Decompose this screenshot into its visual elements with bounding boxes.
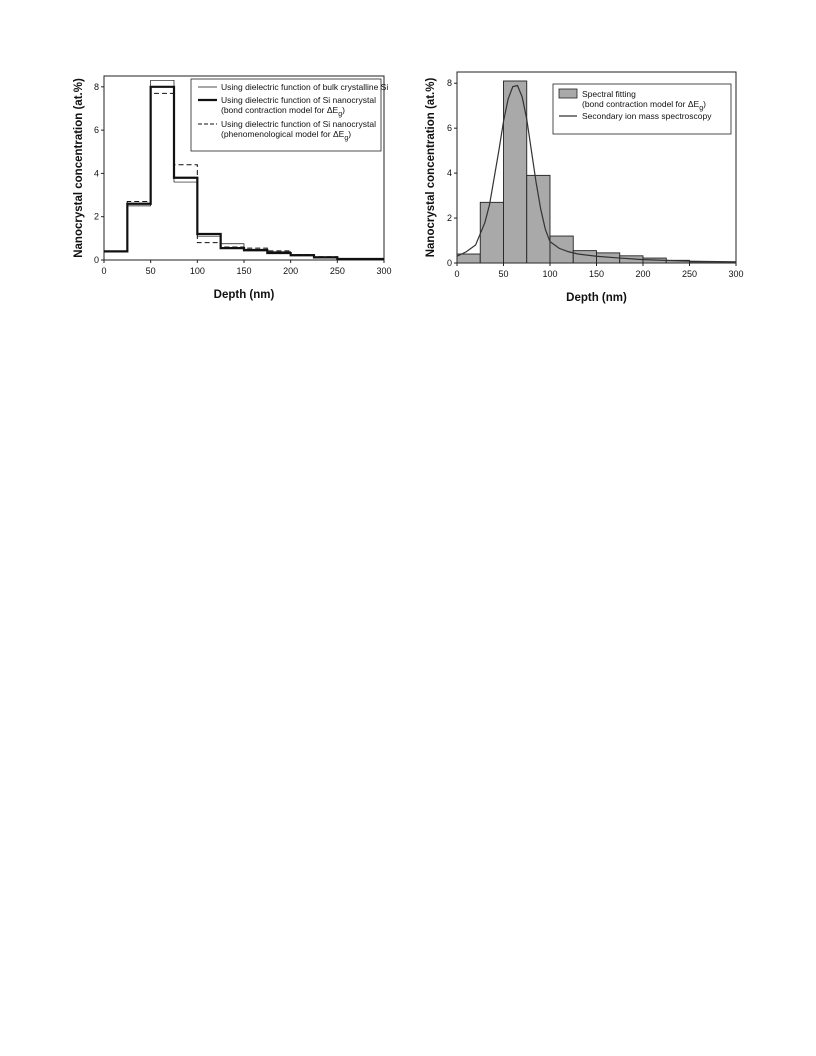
x-tick-label: 200 [635, 269, 651, 279]
x-tick-label: 300 [376, 266, 392, 276]
chart-2 [425, 72, 744, 304]
legend-entry-text: (phenomenological model for $\Delta E_g$) [221, 129, 352, 142]
y-tick-label: 6 [446, 123, 452, 134]
histogram-bar [573, 251, 596, 263]
x-tick-label: 300 [728, 269, 744, 279]
x-tick-label: 200 [283, 266, 299, 276]
legend-entry-text: Secondary ion mass spectroscopy [582, 111, 712, 121]
y-tick-label: 6 [93, 125, 99, 136]
histogram-bar [457, 254, 480, 263]
histogram-bar [480, 202, 503, 263]
legend-entry-text: Spectral fitting [582, 89, 636, 99]
x-tick-label: 150 [588, 269, 605, 279]
y-axis-label: Nanocrystal concentration (at.%) [425, 77, 437, 258]
x-axis-label: Depth (nm) [213, 289, 275, 301]
legend-entry-text: Using dielectric function of Si nanocrystal [221, 95, 376, 105]
y-tick-label: 2 [93, 211, 99, 222]
x-tick-label: 50 [145, 266, 156, 276]
x-tick-label: 50 [498, 269, 509, 279]
x-axis-label: Depth (nm) [566, 292, 627, 304]
y-tick-label: 0 [446, 258, 452, 268]
legend-box [553, 84, 731, 134]
chart-1 [73, 76, 392, 301]
y-tick-label: 4 [446, 168, 452, 179]
y-tick-label: 8 [446, 78, 452, 89]
legend [553, 84, 731, 134]
y-tick-label: 2 [446, 213, 452, 224]
x-tick-label: 250 [329, 266, 345, 276]
x-tick-label: 100 [189, 266, 205, 276]
x-tick-label: 0 [454, 269, 460, 279]
x-tick-label: 0 [101, 266, 107, 276]
y-tick-label: 4 [93, 168, 99, 179]
y-axis-label: Nanocrystal concentration (at.%) [73, 78, 85, 258]
legend-entry-text: Using dielectric function of Si nanocrystal [221, 119, 376, 129]
legend [191, 79, 388, 151]
legend-entry-text: (bond contraction model for $\Delta E_g$) [221, 105, 345, 118]
x-tick-label: 150 [236, 266, 252, 276]
legend-entry-text: (bond contraction model for $\Delta E_g$) [582, 99, 706, 112]
legend-swatch-bar [559, 89, 577, 98]
x-tick-label: 250 [681, 269, 698, 279]
histogram-bar [504, 81, 527, 263]
legend-entry-text: Using dielectric function of bulk crystalline Si [221, 82, 389, 92]
histogram-bar [527, 175, 550, 263]
y-tick-label: 8 [93, 81, 99, 92]
figure [0, 0, 816, 340]
y-tick-label: 0 [93, 255, 99, 265]
x-tick-label: 100 [542, 269, 558, 279]
figure-svg [0, 0, 816, 340]
